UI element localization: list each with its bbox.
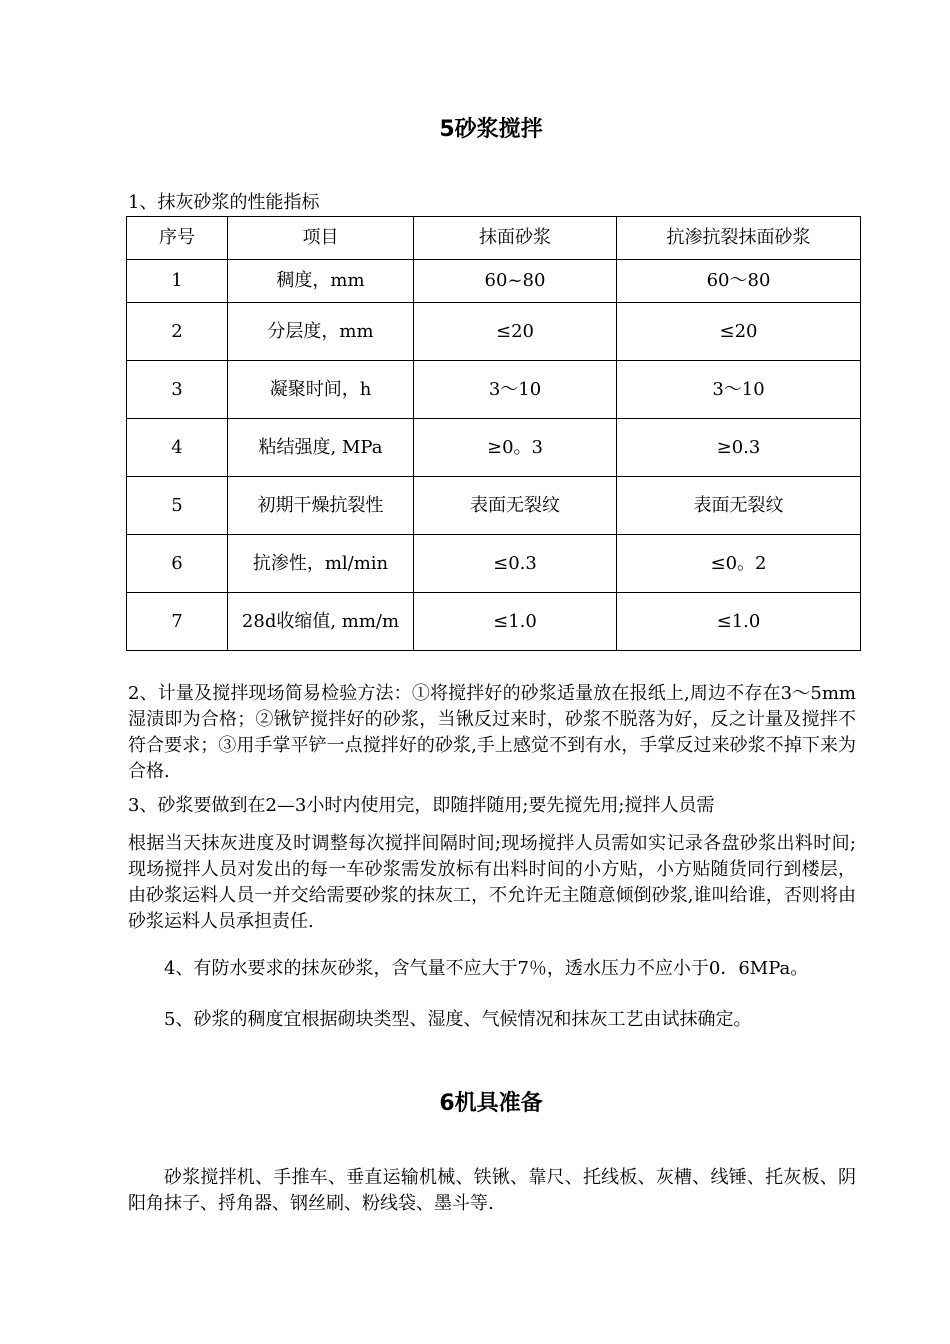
table-row xyxy=(127,419,861,477)
paragraph-usage-time-cont: 根据当天抹灰进度及时调整每次搅拌间隔时间;现场搅拌人员需如实记录各盘砂浆出料时间;现场搅拌人员对发出的每一车砂浆需发放标有出料时间的小方贴，小方贴随货同行到楼层，由砂浆运料人员一并交给需要砂浆的抹灰工，不允许无主随意倾倒砂浆,谁叫给谁，否则将由砂浆运料人员承担责任. xyxy=(128,833,856,932)
table-row xyxy=(127,303,861,361)
table-cell: 1 xyxy=(127,260,228,303)
table-cell: ≥0。3 xyxy=(414,419,617,477)
table-cell: ≤1.0 xyxy=(617,593,861,651)
section-6-title: 6机具准备 xyxy=(439,1091,543,1116)
header-item: 项目 xyxy=(228,217,414,260)
table-cell: 6 xyxy=(127,535,228,593)
paragraph-tools-list: 砂浆搅拌机、手推车、垂直运输机械、铁锹、靠尺、托线板、灰槽、线锤、托灰板、阴阳角抹子、捋角器、钢丝刷、粉线袋、墨斗等. xyxy=(128,1167,856,1214)
table-caption: 1、抹灰砂浆的性能指标 xyxy=(128,192,320,213)
table-cell: 60~80 xyxy=(414,260,617,303)
table-row xyxy=(127,535,861,593)
table-cell: ≤0。2 xyxy=(617,535,861,593)
table-row xyxy=(127,593,861,651)
table-cell: 3 xyxy=(127,361,228,419)
table-cell: 初期干燥抗裂性 xyxy=(228,477,414,535)
table-cell: ≤20 xyxy=(414,303,617,361)
table-cell: 表面无裂纹 xyxy=(414,477,617,535)
table-cell: 凝聚时间，h xyxy=(228,361,414,419)
table-cell: 粘结强度, MPa xyxy=(228,419,414,477)
table-cell: ≤0.3 xyxy=(414,535,617,593)
table-row xyxy=(127,260,861,303)
paragraph-waterproof: 4、有防水要求的抹灰砂浆，含气量不应大于7％，透水压力不应小于0．6MPa。 xyxy=(164,958,809,979)
table-cell: ≥0.3 xyxy=(617,419,861,477)
table-row xyxy=(127,361,861,419)
table-cell: 表面无裂纹 xyxy=(617,477,861,535)
paragraph-measurement-test: 2、计量及搅拌现场简易检验方法：①将搅拌好的砂浆适量放在报纸上,周边不存在3～5mm湿渍即为合格；②锹铲搅拌好的砂浆，当锹反过来时，砂浆不脱落为好，反之计量及搅拌不符合要求；③用手掌平铲一点搅拌好的砂浆,手上感觉不到有水，手掌反过来砂浆不掉下来为合格. xyxy=(128,683,856,782)
table-cell: 60～80 xyxy=(617,260,861,303)
table-cell: ≤1.0 xyxy=(414,593,617,651)
table-cell: ≤20 xyxy=(617,303,861,361)
table-cell: 稠度，mm xyxy=(228,260,414,303)
paragraph-consistency: 5、砂浆的稠度宜根据砌块类型、湿度、气候情况和抹灰工艺由试抹确定。 xyxy=(164,1009,752,1030)
table-cell: 分层度，mm xyxy=(228,303,414,361)
mortar-performance-table xyxy=(126,216,861,651)
section-5-title: 5砂浆搅拌 xyxy=(439,117,543,142)
header-index: 序号 xyxy=(127,217,228,260)
table-row xyxy=(127,477,861,535)
paragraph-usage-time-line1: 3、砂浆要做到在2—3小时内使用完，即随拌随用;要先搅先用;搅拌人员需 xyxy=(128,795,715,816)
table-cell: 3～10 xyxy=(414,361,617,419)
table-cell: 2 xyxy=(127,303,228,361)
table-cell: 抗渗性，ml/min xyxy=(228,535,414,593)
table-cell: 28d收缩值, mm/m xyxy=(228,593,414,651)
header-anti-seepage-mortar: 抗渗抗裂抹面砂浆 xyxy=(617,217,861,260)
table-cell: 4 xyxy=(127,419,228,477)
table-cell: 3～10 xyxy=(617,361,861,419)
table-cell: 7 xyxy=(127,593,228,651)
table-header-row xyxy=(127,217,861,260)
table-cell: 5 xyxy=(127,477,228,535)
header-plaster-mortar: 抹面砂浆 xyxy=(414,217,617,260)
